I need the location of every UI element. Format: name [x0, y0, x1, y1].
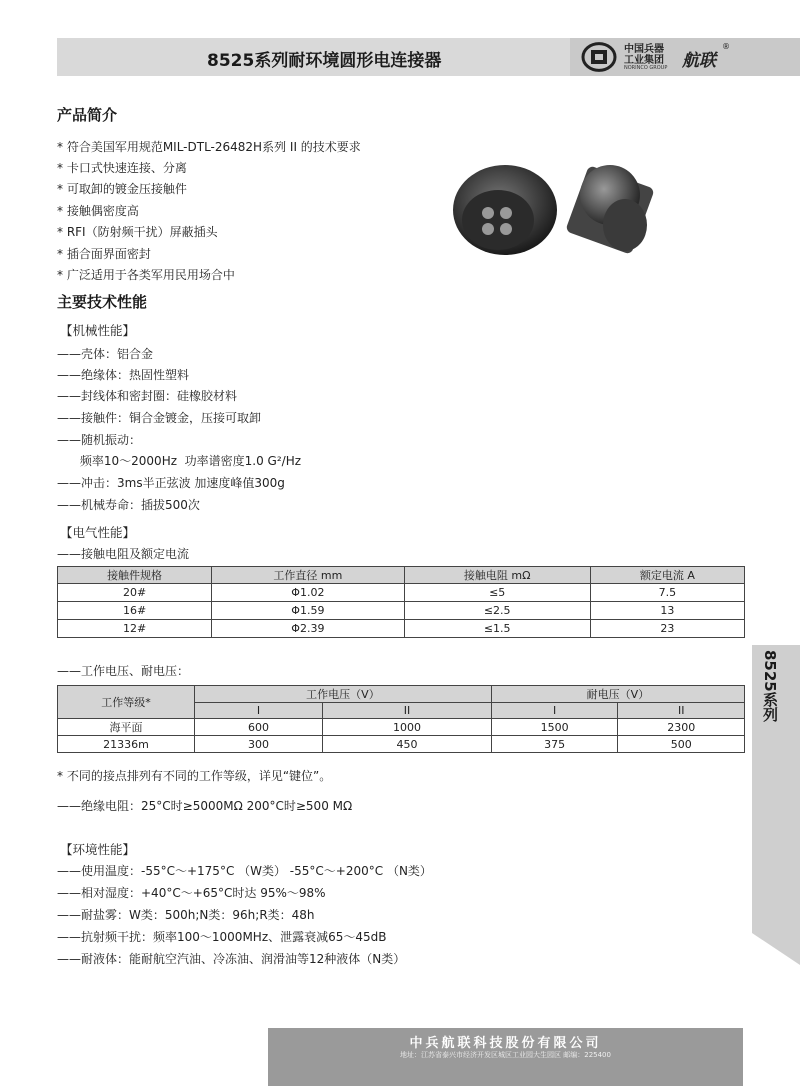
- table-row: [58, 719, 745, 736]
- voltage-table: [57, 685, 745, 753]
- mech-heading: 【机械性能】: [60, 323, 136, 338]
- intro-item: * 可取卸的镀金压接触件: [57, 182, 187, 196]
- table-cell: 1000: [323, 719, 492, 736]
- table-header: 工作电压（V）: [195, 686, 492, 703]
- mech-line: 频率10～2000Hz 功率谱密度1.0 G²/Hz: [57, 454, 302, 468]
- table-cell: 20#: [58, 584, 212, 602]
- mech-line: ——机械寿命：插拔500次: [57, 498, 200, 512]
- intro-heading: 产品简介: [57, 106, 118, 124]
- table-row: [58, 584, 745, 602]
- table-cell: Φ2.39: [212, 620, 405, 638]
- table-cell: Φ1.59: [212, 602, 405, 620]
- table-cell: 375: [491, 736, 618, 753]
- table-cell: ≤1.5: [404, 620, 590, 638]
- company-logo: [570, 38, 800, 76]
- env-line: ——相对湿度：+40°C～+65°C时达 95%～98%: [57, 886, 326, 900]
- insulation-line: ——绝缘电阻：25°C时≥5000MΩ 200°C时≥500 MΩ: [57, 799, 353, 813]
- intro-item: * 符合美国军用规范MIL-DTL-26482H系列 II 的技术要求: [57, 140, 361, 154]
- mech-line: ——壳体：铝合金: [57, 347, 154, 361]
- table-header: 耐电压（V）: [491, 686, 744, 703]
- mech-line: ——接触件：铜合金镀金，压接可取卸: [57, 411, 262, 425]
- mech-line: ——冲击：3ms半正弦波 加速度峰值300g: [57, 476, 285, 490]
- table-header: 接触电阻 mΩ: [404, 567, 590, 584]
- note-line: * 不同的接点排列有不同的工作等级，详见“键位”。: [57, 769, 332, 783]
- contact-table: [57, 566, 745, 638]
- env-line: ——耐液体：能耐航空汽油、冷冻油、润滑油等12种液体（N类）: [57, 952, 406, 966]
- env-line: ——耐盐雾：W类：500h;N类：96h;R类：48h: [57, 908, 315, 922]
- env-heading: 【环境性能】: [60, 842, 136, 857]
- table-header: II: [323, 703, 492, 719]
- table-cell: 12#: [58, 620, 212, 638]
- page-title: 8525系列耐环境圆形电连接器: [207, 51, 442, 71]
- table-cell: 2300: [618, 719, 745, 736]
- table-cell: 21336m: [58, 736, 195, 753]
- table-cell: 300: [195, 736, 323, 753]
- header-bar: [57, 38, 800, 76]
- footer-address: 地址：江苏省泰兴市经济开发区城区工业园大生园区 邮编：225400: [400, 1051, 611, 1059]
- elec-line: ——接触电阻及额定电流: [57, 547, 190, 561]
- env-line: ——使用温度：-55°C～+175°C （W类） -55°C～+200°C （N类）: [57, 864, 432, 878]
- intro-item: * 插合面界面密封: [57, 247, 151, 261]
- logo-brand-text: 航联: [682, 51, 716, 71]
- connector-photo: [440, 155, 660, 260]
- table-cell: 500: [618, 736, 745, 753]
- table-cell: 1500: [491, 719, 618, 736]
- logo-en-text: NORINCO GROUP: [624, 65, 668, 71]
- mech-line: ——封线体和密封圈：硅橡胶材料: [57, 389, 238, 403]
- table-row: [58, 736, 745, 753]
- table-cell: Φ1.02: [212, 584, 405, 602]
- table-cell: 23: [590, 620, 744, 638]
- table-row: [58, 602, 745, 620]
- table-cell: 450: [323, 736, 492, 753]
- table-cell: 7.5: [590, 584, 744, 602]
- footer-company: 中兵航联科技股份有限公司: [409, 1036, 602, 1051]
- logo-mark-icon: [580, 42, 618, 72]
- table-header: I: [491, 703, 618, 719]
- env-line: ——抗射频干扰：频率100～1000MHz、泄露衰减65～45dB: [57, 930, 387, 944]
- side-tab-label: 8525系列: [761, 650, 779, 722]
- table-header: II: [618, 703, 745, 719]
- table-row: [58, 620, 745, 638]
- table-cell: 13: [590, 602, 744, 620]
- spec-heading: 主要技术性能: [57, 293, 148, 311]
- footer: [268, 1028, 743, 1086]
- mech-line: ——绝缘体：热固性塑料: [57, 368, 190, 382]
- logo-registered-mark: ®: [722, 42, 730, 51]
- table-cell: 600: [195, 719, 323, 736]
- table-header: 工作等级*: [58, 686, 195, 719]
- table-header: I: [195, 703, 323, 719]
- table-cell: 海平面: [58, 719, 195, 736]
- table-header: 额定电流 A: [590, 567, 744, 584]
- voltage-line: ——工作电压、耐电压：: [57, 664, 190, 678]
- elec-heading: 【电气性能】: [60, 525, 136, 540]
- table-cell: 16#: [58, 602, 212, 620]
- intro-item: * 接触偶密度高: [57, 204, 139, 218]
- intro-item: * RFI（防射频干扰）屏蔽插头: [57, 225, 218, 239]
- mech-line: ——随机振动：: [57, 433, 142, 447]
- logo-cn-text: 中国兵器 工业集团: [624, 44, 664, 66]
- table-cell: ≤2.5: [404, 602, 590, 620]
- table-header: 接触件规格: [58, 567, 212, 584]
- intro-item: * 卡口式快速连接、分离: [57, 161, 187, 175]
- intro-item: * 广泛适用于各类军用民用场合中: [57, 268, 235, 282]
- table-header: 工作直径 mm: [212, 567, 405, 584]
- table-cell: ≤5: [404, 584, 590, 602]
